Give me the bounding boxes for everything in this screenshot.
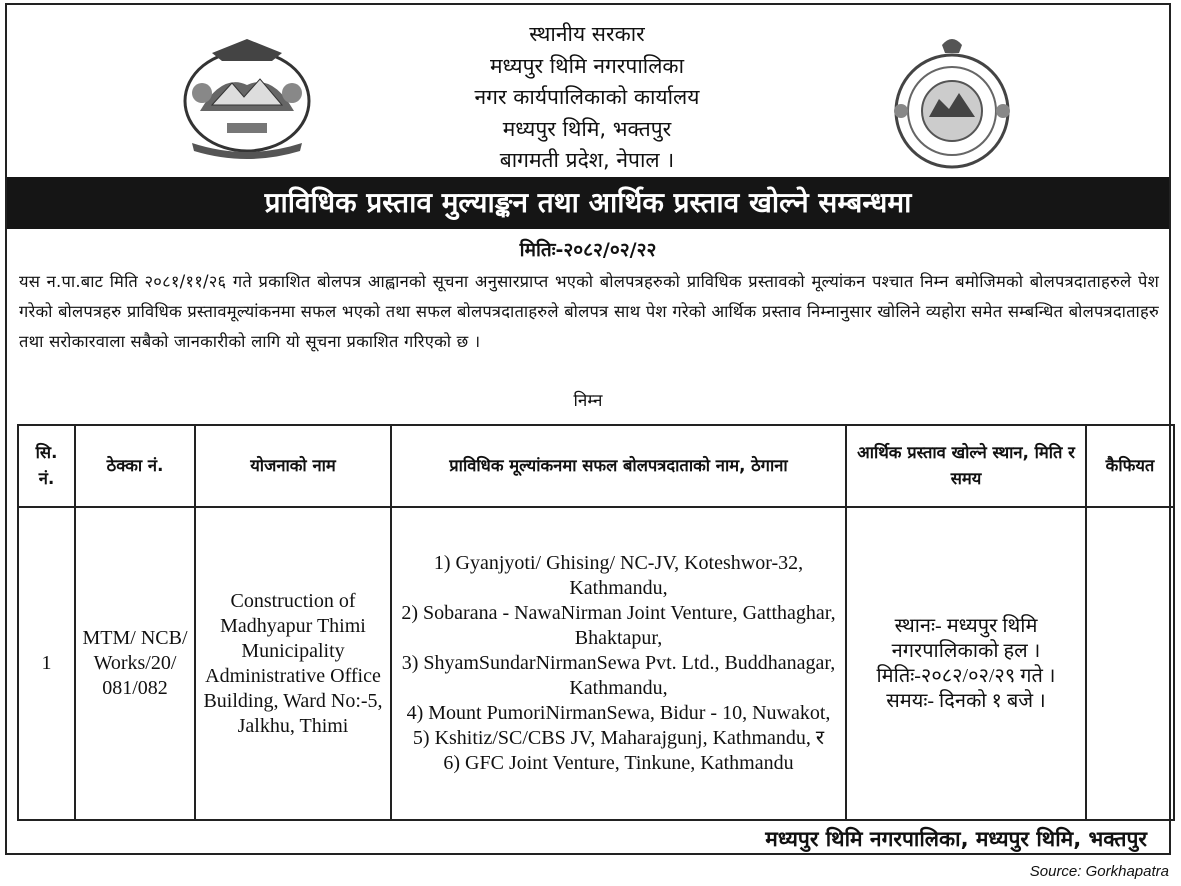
col-header-opening: आर्थिक प्रस्ताव खोल्ने स्थान, मिति र समय [846, 425, 1086, 507]
cell-bidders [391, 507, 846, 820]
col-header-project: योजनाको नाम [195, 425, 391, 507]
bidder-item: 2) Sobarana - NawaNirman Joint Venture, Gatthaghar, Bhaktapur, [401, 602, 836, 649]
bidder-item: 1) Gyanjyoti/ Ghising/ NC-JV, Koteshwor-32, Kathmandu, [433, 552, 804, 599]
opening-date: मितिः-२०८२/०२/२९ गते । [876, 664, 1056, 687]
bidder-list [396, 551, 841, 776]
bidder-item: 3) ShyamSundarNirmanSewa Pvt. Ltd., Buddhanagar, Kathmandu, [401, 652, 836, 699]
cell-remarks [1086, 507, 1174, 820]
col-header-bidders: प्राविधिक मूल्यांकनमा सफल बोलपत्रदाताको नाम, ठेगाना [391, 425, 846, 507]
opening-venue: स्थानः- मध्यपुर थिमि नगरपालिकाको हल । [891, 614, 1041, 662]
bidder-item: 6) GFC Joint Venture, Tinkune, Kathmandu [443, 752, 794, 774]
notice-following-label: निम्न [573, 391, 603, 411]
table-header-row [18, 425, 1174, 507]
col-header-serial: सि. नं. [18, 425, 75, 507]
header-line-province: बागमती प्रदेश, नेपाल । [499, 148, 675, 172]
office-address-block [367, 19, 807, 177]
header-line-office: नगर कार्यपालिकाको कार्यालय [474, 85, 700, 109]
col-header-contract: ठेक्का नं. [75, 425, 195, 507]
cell-project-name: Construction of Madhyapur Thimi Municipality Administrative Office Building, Ward No:-5, Jalkhu, Thimi [195, 507, 391, 820]
notice-body: यस न.पा.बाट मिति २०८१/११/२६ गते प्रकाशित बोलपत्र आह्वानको सूचना अनुसारप्राप्त भएको बोलपत्रहरुको प्राविधिक प्रस्तावको मूल्यांकन पश्चात निम्न बमोजिमको बोलपत्रदाताहरुले पेश गरेको बोलपत्रहरु प्राविधिक प्रस्तावमूल्यांकनमा सफल भएको तथा सफल बोलपत्रदाताहरुले बोलपत्र साथ पेश गरेको आर्थिक प्रस्ताव निम्नानुसार खोलिने व्यहोरा समेत सम्बन्धित बोलपत्रदाताहरु तथा सरोकारवाला सबैको जानकारीको लागि यो सूचना प्रकाशित गरिएको छ । [19, 272, 1159, 351]
cell-opening-details [846, 507, 1086, 820]
cell-contract-number: MTM/ NCB/ Works/20/ 081/082 [75, 507, 195, 820]
footer-organization: मध्यपुर थिमि नगरपालिका, मध्यपुर थिमि, भक्तपुर [765, 827, 1147, 851]
header-line-municipality: मध्यपुर थिमि नगरपालिका [489, 53, 685, 78]
header-line-city: मध्यपुर थिमि, भक्तपुर [502, 116, 672, 141]
tender-table [17, 424, 1175, 821]
municipality-logo-icon [887, 35, 1017, 170]
source-credit: Source: Gorkhapatra [1029, 863, 1169, 880]
cell-serial: 1 [18, 507, 75, 820]
nepal-emblem-icon [172, 33, 322, 163]
notice-frame [5, 3, 1171, 855]
notice-title-banner: प्राविधिक प्रस्ताव मुल्याङ्कन तथा आर्थिक प्रस्ताव खोल्ने सम्बन्धमा [7, 177, 1169, 229]
notice-header [7, 5, 1169, 177]
header-line-government: स्थानीय सरकार [529, 22, 645, 46]
bidder-item: 5) Kshitiz/SC/CBS JV, Maharajgunj, Kathmandu, र [412, 727, 825, 749]
table-row [18, 507, 1174, 820]
opening-time: समयः- दिनको १ बजे । [886, 689, 1046, 712]
bidder-item: 4) Mount PumoriNirmanSewa, Bidur - 10, Nuwakot, [406, 702, 831, 724]
notice-date: मितिः-२०८२/०२/२२ [519, 239, 657, 261]
col-header-remarks: कैफियत [1086, 425, 1174, 507]
